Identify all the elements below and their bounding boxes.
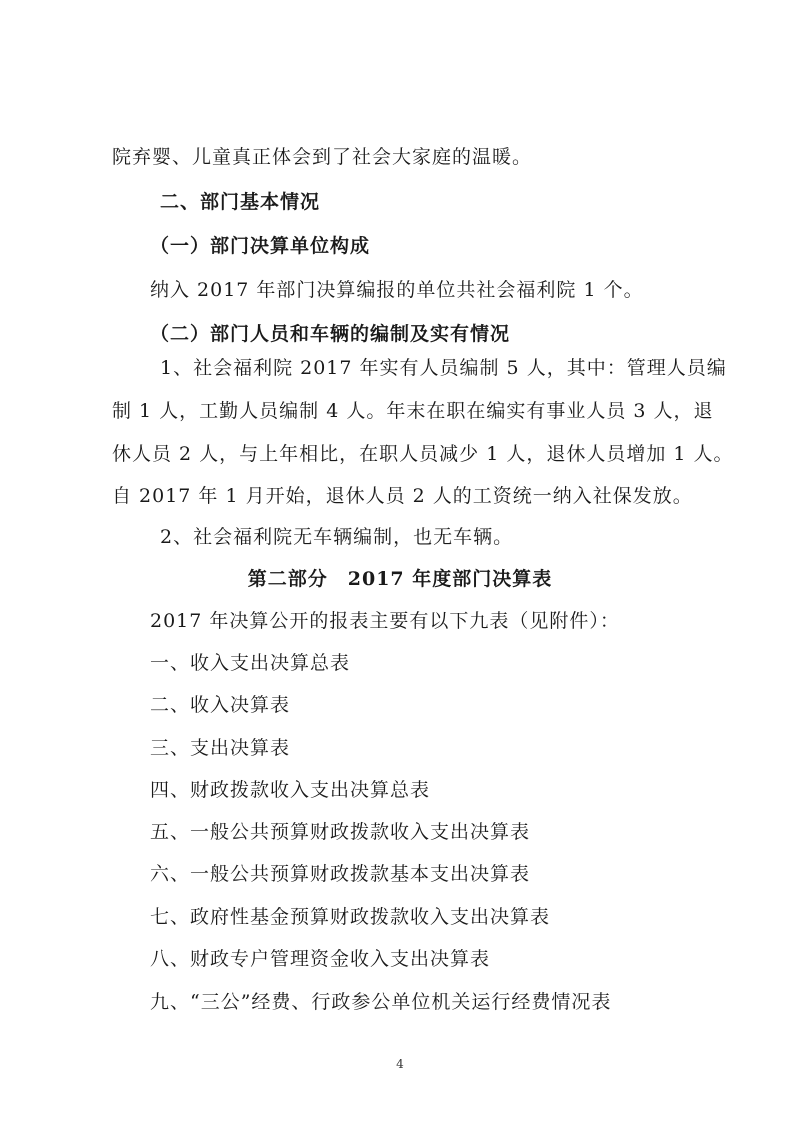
table-list-item: 七、政府性基金预算财政拨款收入支出决算表	[150, 906, 551, 928]
table-list-item: 二、收入决算表	[150, 694, 291, 716]
paragraph-line: 纳入 2017 年部门决算编报的单位共社会福利院 1 个。	[150, 279, 644, 301]
tables-intro: 2017 年决算公开的报表主要有以下九表（见附件）：	[150, 610, 620, 632]
subsection-heading-unit-structure: （一）部门决算单位构成	[150, 235, 371, 257]
paragraph-line: 休人员 2 人，与上年相比，在职人员减少 1 人，退休人员增加 1 人。	[112, 443, 734, 465]
paragraph-line: 1、社会福利院 2017 年实有人员编制 5 人，其中：管理人员编	[160, 357, 727, 379]
subsection-heading-staff-vehicles: （二）部门人员和车辆的编制及实有情况	[150, 323, 511, 345]
paragraph-line: 制 1 人，工勤人员编制 4 人。年末在职在编实有事业人员 3 人，退	[112, 400, 714, 422]
paragraph-line: 2、社会福利院无车辆编制，也无车辆。	[160, 526, 514, 548]
table-list-item: 八、财政专户管理资金收入支出决算表	[150, 948, 491, 970]
page-number: 4	[396, 1057, 404, 1071]
table-list-item: 五、一般公共预算财政拨款收入支出决算表	[150, 821, 531, 843]
table-list-item: 三、支出决算表	[150, 737, 291, 759]
table-list-item: 四、财政拨款收入支出决算总表	[150, 779, 431, 801]
table-list-item: 六、一般公共预算财政拨款基本支出决算表	[150, 863, 531, 885]
section-heading-department-basic: 二、部门基本情况	[160, 191, 321, 213]
paragraph-line: 院弃婴、儿童真正体会到了社会大家庭的温暖。	[112, 146, 533, 168]
table-list-item: 一、收入支出决算总表	[150, 652, 351, 674]
table-list-item: 九、“三公”经费、行政参公单位机关运行经费情况表	[150, 991, 612, 1013]
part-two-title: 第二部分 2017 年度部门决算表	[247, 568, 553, 590]
paragraph-line: 自 2017 年 1 月开始，退休人员 2 人的工资统一纳入社保发放。	[112, 485, 693, 507]
